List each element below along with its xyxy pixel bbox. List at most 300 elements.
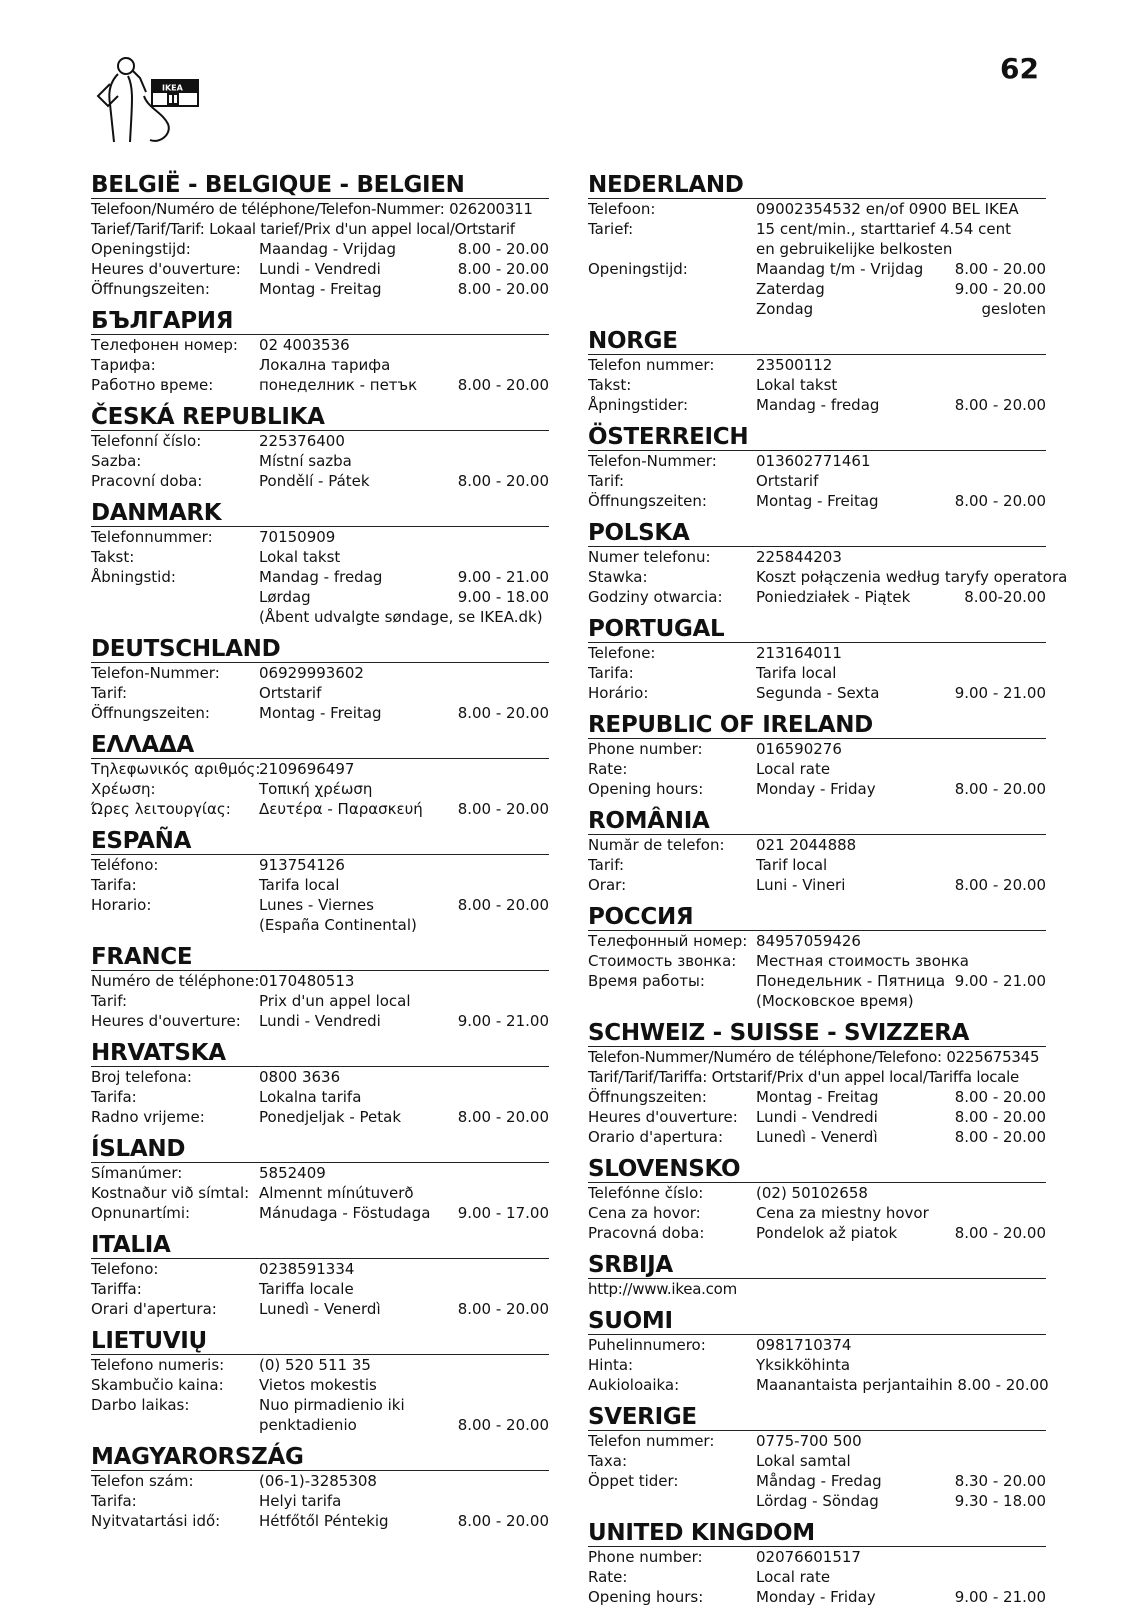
country-section (588, 1520, 1046, 1607)
country-section (91, 500, 549, 627)
row-value: Montag - Freitag (756, 492, 879, 510)
row-label: Τηλεφωνικός αριθμός: (91, 760, 261, 778)
row-label (91, 607, 259, 627)
row-label: Heures d'ouverture: (588, 1108, 738, 1126)
info-row (91, 335, 549, 355)
row-value: Ortstarif (756, 472, 819, 490)
country-section (588, 904, 1046, 1011)
country-section (91, 172, 549, 299)
row-value: Montag - Freitag (756, 1088, 879, 1106)
row-hours: 8.00 - 20.00 (954, 876, 1046, 894)
row-label: Takst: (588, 376, 632, 394)
row-label: Broj telefona: (91, 1068, 192, 1086)
country-section (588, 1252, 1046, 1299)
row-value: 225376400 (259, 432, 345, 450)
row-label (91, 1415, 259, 1435)
country-heading: LIETUVIŲ (91, 1328, 549, 1355)
row-value: (06-1)-3285308 (259, 1472, 377, 1490)
row-label: Χρέωση: (91, 780, 156, 798)
info-row (91, 567, 549, 587)
info-row (91, 1163, 549, 1183)
country-section (588, 1404, 1046, 1511)
country-section (588, 1020, 1046, 1147)
row-label: Heures d'ouverture: (91, 1012, 241, 1030)
row-label: Telefono numeris: (91, 1356, 225, 1374)
info-row (91, 1471, 549, 1491)
info-row (91, 1259, 549, 1279)
row-label: Telefon-Nummer: (588, 452, 717, 470)
row-label: Skambučio kaina: (91, 1376, 224, 1394)
country-heading: SLOVENSKO (588, 1156, 1046, 1183)
row-value: 913754126 (259, 856, 345, 874)
country-heading: DANMARK (91, 500, 549, 527)
row-value: Lokal takst (259, 548, 341, 566)
row-label: Телефонный номер: (588, 932, 748, 950)
country-heading: SCHWEIZ - SUISSE - SVIZZERA (588, 1020, 1046, 1047)
info-row (588, 683, 1046, 703)
row-label: Tarifa: (91, 1088, 137, 1106)
country-section (91, 636, 549, 723)
row-label: Heures d'ouverture: (91, 260, 241, 278)
row-label: Pracovní doba: (91, 472, 203, 490)
country-section (588, 328, 1046, 415)
row-value: Maanantaista perjantaihin 8.00 - 20.00 (756, 1376, 1049, 1394)
row-label: Radno vrijeme: (91, 1108, 205, 1126)
row-label: Horario: (91, 896, 152, 914)
row-value: 0238591334 (259, 1260, 355, 1278)
info-row (588, 491, 1046, 511)
row-label: Öffnungszeiten: (91, 704, 210, 722)
country-section (91, 828, 549, 935)
row-value: Lundi - Vendredi (259, 260, 381, 278)
row-value: Ortstarif (259, 684, 322, 702)
row-label: Opening hours: (588, 780, 704, 798)
row-value: Местная стоимость звонка (756, 952, 969, 970)
row-value: penktadienio (259, 1416, 357, 1434)
info-row (91, 991, 549, 1011)
country-heading: HRVATSKA (91, 1040, 549, 1067)
info-row (588, 1547, 1046, 1567)
row-label: Puhelinnumero: (588, 1336, 706, 1354)
info-row (588, 1127, 1046, 1147)
info-row (91, 375, 549, 395)
country-section (91, 1232, 549, 1319)
info-row (588, 759, 1046, 779)
row-label: Öffnungszeiten: (588, 1088, 707, 1106)
row-value: Måndag - Fredag (756, 1472, 882, 1490)
info-row (588, 547, 1046, 567)
row-hours: 8.00 - 20.00 (457, 1416, 549, 1434)
info-row (588, 395, 1046, 415)
row-label: Opening hours: (588, 1588, 704, 1606)
info-row (588, 1183, 1046, 1203)
row-hours: 8.00 - 20.00 (457, 240, 549, 258)
row-value: 013602771461 (756, 452, 871, 470)
row-value: 0170480513 (259, 972, 355, 990)
row-value: Cena za miestny hovor (756, 1204, 929, 1222)
row-label: Takst: (91, 548, 135, 566)
row-value: Pondělí - Pátek (259, 472, 370, 490)
row-hours: 8.00 - 20.00 (954, 1128, 1046, 1146)
row-label: Telefone: (588, 644, 656, 662)
row-label: Telefon nummer: (588, 356, 715, 374)
country-section (91, 404, 549, 491)
info-row (91, 471, 549, 491)
country-section (588, 172, 1046, 319)
info-line: Tarief/Tarif/Tarif: Lokaal tarief/Prix d'un appel local/Ortstarif (91, 220, 515, 238)
row-value: понеделник - петък (259, 376, 418, 394)
row-label: Работно време: (91, 376, 214, 394)
country-heading: ÖSTERREICH (588, 424, 1046, 451)
row-label: Öffnungszeiten: (91, 280, 210, 298)
country-heading: DEUTSCHLAND (91, 636, 549, 663)
country-section (91, 308, 549, 395)
row-hours: 8.00 - 20.00 (954, 396, 1046, 414)
row-hours: 8.00 - 20.00 (457, 704, 549, 722)
row-value: Montag - Freitag (259, 280, 382, 298)
country-heading: ITALIA (91, 1232, 549, 1259)
row-value: Lørdag (259, 588, 311, 606)
row-hours: 8.00 - 20.00 (457, 800, 549, 818)
info-row (588, 1491, 1046, 1511)
info-row (91, 1011, 549, 1031)
row-value: Montag - Freitag (259, 704, 382, 722)
info-row (588, 259, 1046, 279)
ikea-phone-figure-icon (88, 52, 206, 150)
row-value: Monday - Friday (756, 1588, 876, 1606)
info-row (588, 991, 1046, 1011)
row-value: Lunes - Viernes (259, 896, 374, 914)
info-row (91, 239, 549, 259)
info-row (588, 1567, 1046, 1587)
row-label: Kostnaður við símtal: (91, 1184, 250, 1202)
info-row (588, 219, 1046, 239)
row-value: 5852409 (259, 1164, 326, 1182)
info-row (588, 931, 1046, 951)
country-section (588, 1156, 1046, 1243)
info-row (588, 1471, 1046, 1491)
row-hours: 8.00 - 20.00 (954, 1108, 1046, 1126)
row-value: 02 4003536 (259, 336, 350, 354)
row-hours: 8.00 - 20.00 (457, 260, 549, 278)
info-row (588, 299, 1046, 319)
info-row (588, 355, 1046, 375)
info-row (91, 663, 549, 683)
country-heading: BELGIË - BELGIQUE - BELGIEN (91, 172, 549, 199)
info-row (588, 567, 1068, 587)
row-value: Mandag - fredag (756, 396, 880, 414)
country-heading: ČESKÁ REPUBLIKA (91, 404, 549, 431)
country-section (588, 520, 1068, 607)
logo-text: IKEA (162, 83, 183, 93)
info-row (588, 1087, 1046, 1107)
info-row (588, 1223, 1046, 1243)
row-value: 225844203 (756, 548, 842, 566)
row-value: 84957059426 (756, 932, 861, 950)
info-row (588, 1335, 1046, 1355)
row-label: Tarif: (91, 684, 128, 702)
row-label: Telefon nummer: (588, 1432, 715, 1450)
country-heading: UNITED KINGDOM (588, 1520, 1046, 1547)
row-value: Τοπική χρέωση (259, 780, 373, 798)
country-heading: ESPAÑA (91, 828, 549, 855)
row-label: Telefono: (91, 1260, 159, 1278)
country-heading: SRBIJA (588, 1252, 1046, 1279)
country-heading: ÍSLAND (91, 1136, 549, 1163)
row-value: Monday - Friday (756, 780, 876, 798)
row-hours: 8.00 - 20.00 (457, 280, 549, 298)
info-row (91, 1067, 549, 1087)
row-label (91, 587, 259, 607)
info-line: Tarif/Tarif/Tariffa: Ortstarif/Prix d'un appel local/Tariffa locale (588, 1068, 1020, 1086)
row-hours: 8.00 - 20.00 (457, 1300, 549, 1318)
info-row (91, 1491, 549, 1511)
row-label: Horário: (588, 684, 649, 702)
row-label: Tarif: (588, 856, 625, 874)
row-label: Öppet tider: (588, 1472, 679, 1490)
info-row (91, 855, 549, 875)
info-line: Telefon-Nummer/Numéro de téléphone/Telefono: 0225675345 (588, 1048, 1040, 1066)
row-hours: 9.00 - 20.00 (954, 280, 1046, 298)
info-row (91, 1203, 549, 1223)
row-label: Tarief: (588, 220, 634, 238)
row-label: Orar: (588, 876, 627, 894)
row-value: 06929993602 (259, 664, 364, 682)
country-section (588, 616, 1046, 703)
row-hours: 9.00 - 17.00 (457, 1204, 549, 1222)
row-label: Símanúmer: (91, 1164, 183, 1182)
row-label: Rate: (588, 760, 628, 778)
country-section (91, 732, 549, 819)
info-row (91, 1511, 549, 1531)
info-row (588, 779, 1046, 799)
row-label (588, 1491, 756, 1511)
info-row (588, 951, 1046, 971)
row-value: Lunedì - Venerdì (259, 1300, 381, 1318)
row-label: Telefon-Nummer: (91, 664, 220, 682)
info-row (588, 375, 1046, 395)
left-column (91, 172, 549, 1540)
info-row (91, 1375, 549, 1395)
row-hours: 8.00 - 20.00 (954, 492, 1046, 510)
row-value: Lördag - Söndag (756, 1492, 879, 1510)
row-value: Ponedjeljak - Petak (259, 1108, 402, 1126)
info-row (588, 1587, 1046, 1607)
row-hours: 8.00 - 20.00 (457, 1512, 549, 1530)
info-row (91, 1355, 549, 1375)
info-row (91, 547, 549, 567)
row-value: (0) 520 511 35 (259, 1356, 371, 1374)
row-hours: 8.00 - 20.00 (457, 472, 549, 490)
row-hours: 8.00 - 20.00 (457, 376, 549, 394)
row-value: Prix d'un appel local (259, 992, 411, 1010)
row-value: 0981710374 (756, 1336, 852, 1354)
row-value: 213164011 (756, 644, 842, 662)
info-row (91, 703, 549, 723)
row-hours: 8.00 - 20.00 (954, 780, 1046, 798)
row-label: Phone number: (588, 1548, 703, 1566)
row-value: Lundi - Vendredi (756, 1108, 878, 1126)
row-value: Helyi tarifa (259, 1492, 342, 1510)
row-label: Åpningstider: (588, 396, 689, 414)
row-label: Tarif: (588, 472, 625, 490)
info-row (588, 1375, 1049, 1395)
row-label: Telefon szám: (91, 1472, 194, 1490)
row-value: Tarifa local (259, 876, 340, 894)
info-row (588, 739, 1046, 759)
row-label: Tariffa: (91, 1280, 142, 1298)
row-label: Стоимость звонка: (588, 952, 737, 970)
row-value: Lunedì - Venerdì (756, 1128, 878, 1146)
row-label: Telefonní číslo: (91, 432, 202, 450)
info-row (91, 587, 549, 607)
row-label: Orari d'apertura: (91, 1300, 217, 1318)
row-label: Numer telefonu: (588, 548, 711, 566)
row-label: Öffnungszeiten: (588, 492, 707, 510)
row-hours: 9.00 - 18.00 (457, 588, 549, 606)
row-label (588, 279, 756, 299)
row-label: Opnunartími: (91, 1204, 191, 1222)
row-label: Taxa: (588, 1452, 627, 1470)
row-value: en gebruikelijke belkosten (756, 240, 953, 258)
country-section (588, 712, 1046, 799)
row-value: Понедельник - Пятница (756, 972, 946, 990)
info-row (588, 239, 1046, 259)
row-value: Tariffa locale (259, 1280, 354, 1298)
row-value: Pondelok až piatok (756, 1224, 898, 1242)
row-label: Teléfono: (91, 856, 159, 874)
row-value: Δευτέρα - Παρασκευή (259, 800, 423, 818)
row-value: (02) 50102658 (756, 1184, 868, 1202)
row-label: Cena za hovor: (588, 1204, 701, 1222)
row-value: Lokal samtal (756, 1452, 851, 1470)
info-row (91, 915, 549, 935)
row-value: 23500112 (756, 356, 833, 374)
row-label: Openingstijd: (91, 240, 191, 258)
row-hours: 9.30 - 18.00 (954, 1492, 1046, 1510)
country-section (91, 1328, 549, 1435)
country-heading: PORTUGAL (588, 616, 1046, 643)
row-value: Local rate (756, 1568, 831, 1586)
row-label: Telefonnummer: (91, 528, 213, 546)
row-value: Almennt mínútuverð (259, 1184, 414, 1202)
info-row (91, 779, 549, 799)
row-value: Hétfőtől Péntekig (259, 1512, 389, 1530)
row-value: 0775-700 500 (756, 1432, 862, 1450)
row-label: Hinta: (588, 1356, 634, 1374)
row-label: Aukioloaika: (588, 1376, 680, 1394)
row-label: Tarifa: (588, 664, 634, 682)
country-heading: NEDERLAND (588, 172, 1046, 199)
row-label: Ώρες λειτουργίας: (91, 800, 231, 818)
row-hours: 9.00 - 21.00 (457, 1012, 549, 1030)
row-value: Tarifa local (756, 664, 837, 682)
row-value: 0800 3636 (259, 1068, 341, 1086)
row-label: Tarifa: (91, 1492, 137, 1510)
info-row (588, 451, 1046, 471)
info-line[interactable]: http://www.ikea.com (588, 1280, 737, 1298)
row-label: Godziny otwarcia: (588, 588, 723, 606)
row-hours: 8.00 - 20.00 (457, 896, 549, 914)
info-row (588, 855, 1046, 875)
info-row (91, 1183, 549, 1203)
info-row (588, 835, 1046, 855)
info-row (588, 1431, 1046, 1451)
row-label: Rate: (588, 1568, 628, 1586)
info-row (588, 279, 1046, 299)
info-row (91, 607, 549, 627)
country-heading: SUOMI (588, 1308, 1046, 1335)
row-value: (Московское время) (756, 992, 914, 1010)
info-row (588, 971, 1046, 991)
row-label: Număr de telefon: (588, 836, 725, 854)
row-label (588, 239, 756, 259)
row-hours: 9.00 - 21.00 (954, 684, 1046, 702)
row-value: 15 cent/min., starttarief 4.54 cent (756, 220, 1012, 238)
row-label (91, 915, 259, 935)
info-row (588, 1107, 1046, 1127)
row-label: Телефонен номер: (91, 336, 238, 354)
row-label: Pracovná doba: (588, 1224, 705, 1242)
row-value: 02076601517 (756, 1548, 861, 1566)
info-row (91, 1299, 549, 1319)
page-number: 62 (1000, 52, 1039, 85)
row-value: Lokal takst (756, 376, 838, 394)
country-heading: REPUBLIC OF IRELAND (588, 712, 1046, 739)
info-row (588, 1451, 1046, 1471)
info-row (588, 875, 1046, 895)
row-value: Koszt połączenia według taryfy operatora (756, 568, 1068, 586)
info-row (91, 875, 549, 895)
row-hours: 9.00 - 21.00 (457, 568, 549, 586)
row-value: Segunda - Sexta (756, 684, 880, 702)
info-row (588, 587, 1046, 607)
info-row (588, 199, 1046, 219)
row-value: (España Continental) (259, 916, 417, 934)
info-row (91, 431, 549, 451)
info-row (588, 471, 1046, 491)
row-value: Lundi - Vendredi (259, 1012, 381, 1030)
info-row (91, 1087, 549, 1107)
row-value: Vietos mokestis (259, 1376, 377, 1394)
row-label: Tarif: (91, 992, 128, 1010)
info-row (91, 1107, 549, 1127)
row-label (588, 991, 756, 1011)
row-value: Lokalna tarifa (259, 1088, 362, 1106)
row-value: Tarif local (756, 856, 828, 874)
right-column (588, 172, 1068, 1616)
country-heading: ROMÂNIA (588, 808, 1046, 835)
row-label (588, 299, 756, 319)
row-value: Zondag (756, 300, 814, 318)
row-label: Darbo laikas: (91, 1396, 190, 1414)
country-heading: SVERIGE (588, 1404, 1046, 1431)
info-row (91, 799, 549, 819)
country-heading: FRANCE (91, 944, 549, 971)
row-hours: 8.00 - 20.00 (954, 1088, 1046, 1106)
row-hours: 8.30 - 20.00 (954, 1472, 1046, 1490)
row-label: Telefónne číslo: (588, 1184, 704, 1202)
row-value: Maandag - Vrijdag (259, 240, 397, 258)
country-section (588, 1308, 1049, 1395)
row-label: Åbningstid: (91, 568, 176, 586)
row-label: Тарифа: (91, 356, 156, 374)
country-section (588, 808, 1046, 895)
country-heading: MAGYARORSZÁG (91, 1444, 549, 1471)
row-label: Sazba: (91, 452, 142, 470)
row-value: Poniedziałek - Piątek (756, 588, 911, 606)
row-value: 2109696497 (259, 760, 355, 778)
